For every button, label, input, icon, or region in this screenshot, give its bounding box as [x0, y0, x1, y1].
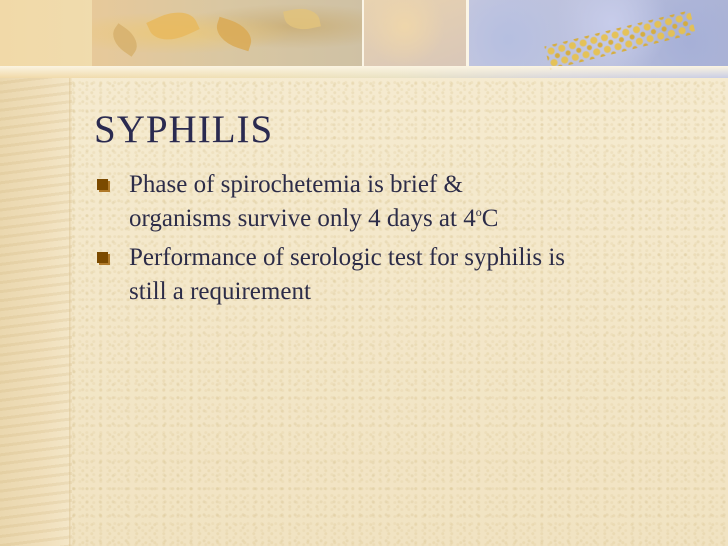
banner-divider [0, 66, 728, 78]
temperature-unit: C [481, 205, 499, 232]
square-bullet-icon [97, 252, 108, 263]
degree-superscript: o [475, 205, 482, 219]
left-decorative-strip [0, 0, 72, 546]
bullet-item-serologic-test [96, 241, 716, 309]
bullet-line: still a requirement [129, 278, 311, 305]
decorative-header-banner [0, 0, 728, 78]
bullet-line-text: organisms survive only 4 days at 4 [129, 205, 476, 232]
bullet-line: Phase of spirochetemia is brief & [129, 171, 463, 198]
bullet-line: Performance of serologic test for syphilis is [129, 244, 566, 271]
bullet-item-spirochetemia [96, 168, 716, 236]
bullet-line [129, 202, 716, 236]
slide-title: SYPHILIS [94, 108, 274, 151]
bullet-list [96, 168, 716, 314]
square-bullet-icon [97, 179, 108, 190]
flower-photo [364, 0, 469, 66]
